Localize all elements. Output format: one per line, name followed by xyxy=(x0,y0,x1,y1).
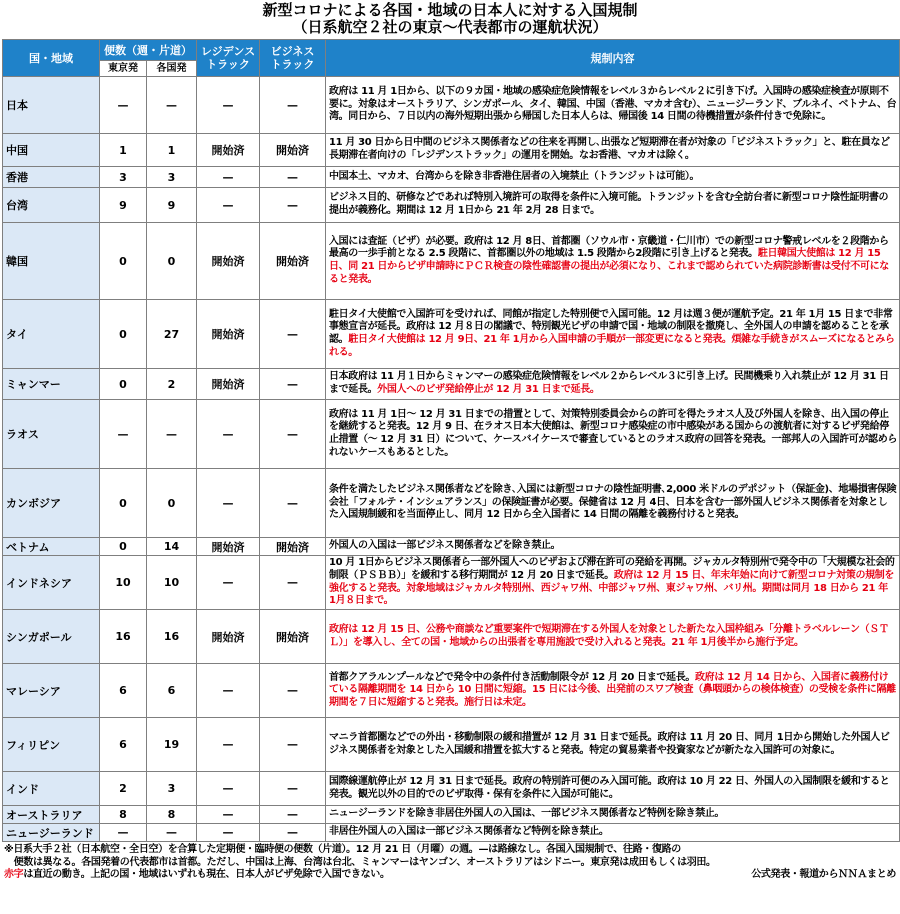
residence-track-cell: — xyxy=(197,469,260,538)
regulation-text: ニュージーランドを除き非居住外国人の入国は、一部ビジネス関係者など特例を除き禁止。 xyxy=(329,808,725,820)
tokyo-flights-cell: — xyxy=(100,400,147,469)
regulation-text: 11 月 30 日から日中間のビジネス関係者などの往来を再開し､出張など短期滞在者が対象の「ビジネストラック」と、駐在員など長期滞在者向けの「レジデンストラック」の運用を開始。なお香港、マカオは除く。 xyxy=(329,137,890,161)
country-cell: 韓国 xyxy=(3,223,100,300)
foreign-flights-cell: 0 xyxy=(147,223,197,300)
residence-track-cell: 開始済 xyxy=(197,538,260,556)
residence-track-cell: — xyxy=(197,77,260,134)
regulation-text: 駐日タイ大使館で入国許可を受ければ、同館が指定した特別便で入国可能。12 月は週３便が運航予定。21 年 1月 15 日まで非常事態宣言が延長。政府は 12 月８日の閣議で、特別観光ビザの申請で国・地域の制限を撤廃し、全外国人の申請を認めることを承認。 xyxy=(329,308,893,345)
regulation-content-cell xyxy=(326,772,900,806)
foreign-flights-cell: — xyxy=(147,77,197,134)
regulation-text: 10 月 1日からビジネス関係者ら一部外国人へのビザおよび滞在許可の発給を再開。ジャカルタ特別州で発令中の「大規模な社会的制限（ＰＳＢＢ）」を緩和する移行期間が 12 月 20 日まで延長。 xyxy=(329,557,895,581)
regulation-content-cell xyxy=(326,369,900,400)
business-track-cell: — xyxy=(260,718,326,772)
regulation-text: 外国人の入国は一部ビジネス関係者などを除き禁止。 xyxy=(329,540,561,552)
regulation-content-cell xyxy=(326,718,900,772)
regulation-content-cell xyxy=(326,556,900,610)
country-cell: ラオス xyxy=(3,400,100,469)
foreign-flights-cell: 6 xyxy=(147,664,197,718)
tokyo-flights-cell: 3 xyxy=(100,167,147,188)
regulation-text: 日本政府は 11 月１日からミャンマーの感染症危険情報をレベル２からレベル３に引き上げ。民間機乗り入れ禁止が 12 月 31 日まで延長。 xyxy=(329,371,889,395)
business-track-cell: — xyxy=(260,400,326,469)
header-content: 規制内容 xyxy=(326,40,900,77)
recent-update-text: 政府は 12 月 14 日から、入国者に義務付けている隔離期間を 14 日から 10 日間に短縮。15 日には今後、出発前のスワブ検査（鼻咽頭からの検体検査）の受検を条件に隔離期間を７日に短縮すると発表。施行日は未定。 xyxy=(329,671,896,708)
country-cell: 香港 xyxy=(3,167,100,188)
regulation-content-cell xyxy=(326,469,900,538)
tokyo-flights-cell: 10 xyxy=(100,556,147,610)
regulation-content-cell xyxy=(326,188,900,223)
country-cell: シンガポール xyxy=(3,610,100,664)
tokyo-flights-cell: 0 xyxy=(100,469,147,538)
tokyo-flights-cell: 6 xyxy=(100,664,147,718)
table-row xyxy=(3,188,900,223)
tokyo-flights-cell: 8 xyxy=(100,806,147,824)
header-residence-track: レジデンス トラック xyxy=(197,40,260,77)
business-track-cell: — xyxy=(260,806,326,824)
residence-track-cell: — xyxy=(197,806,260,824)
recent-update-text: 駐日韓国大使館は 12 月 15 日、同 21 日からビザ申請時にＰＣＲ検査の陰性確認書の提出が必須になり、これまで認められていた病院診断書は受付不可になると発表。 xyxy=(329,248,889,285)
table-row xyxy=(3,300,900,369)
residence-track-cell: — xyxy=(197,400,260,469)
regulation-text: ビジネス目的、研修などであれば特別入境許可の取得を条件に入境可能。トランジットを含む全訪台者に新型コロナ陰性証明書の提出が義務化。期間は 12 月 1日から 21 年 2月 28 日まで。 xyxy=(329,192,889,216)
table-row xyxy=(3,556,900,610)
business-track-cell: — xyxy=(260,824,326,842)
residence-track-cell: 開始済 xyxy=(197,610,260,664)
foreign-flights-cell: 8 xyxy=(147,806,197,824)
tokyo-flights-cell: 16 xyxy=(100,610,147,664)
business-track-cell: — xyxy=(260,369,326,400)
regulation-content-cell xyxy=(326,538,900,556)
foreign-flights-cell: 9 xyxy=(147,188,197,223)
foreign-flights-cell: 3 xyxy=(147,772,197,806)
table-row xyxy=(3,610,900,664)
regulation-content-cell xyxy=(326,806,900,824)
regulation-text: 政府は 11 月 1日〜 12 月 31 日までの措置として、対策特別委員会からの許可を得たラオス人及び外国人を除き、出入国の停止を継続すると発表。12 月 9 日、在ラオス日本大使館は、新型コロナ感染症の市中感染がある国からの渡航者に対するビザ発給停止措置（〜 12 月 31 日）について、ケースバイケースで審査しているとのラオス政府の回答を発表。一部邦人の入国許可が認められないケースもあるとした。 xyxy=(329,408,898,458)
country-cell: インド xyxy=(3,772,100,806)
tokyo-flights-cell: 0 xyxy=(100,300,147,369)
regulation-text: 条件を満たしたビジネス関係者などを除き､入国には新型コロナの陰性証明書､2,000 米ドルのデポジット（保証金)、地場損害保険会社「フォルテ・インシュアランス」の保険証書が必要。保健省は 12 月 4日、日本を含む一部外国人ビジネス関係者を対象とした入国規制緩和を当面停止し、同月 12 日から全入国者に 14 日間の隔離を義務付けると発表。 xyxy=(329,484,897,521)
footnote xyxy=(0,842,900,882)
regulation-text: 国際線運航停止が 12 月 31 日まで延長。政府の特別許可便のみ入国可能。政府は 10 月 22 日、外国人の入国制限を緩和すると発表。観光以外の目的でのビザ取得・保有を条件に入国が可能に。 xyxy=(329,775,890,800)
regulation-content-cell xyxy=(326,134,900,167)
business-track-cell: — xyxy=(260,188,326,223)
table-row xyxy=(3,167,900,188)
business-track-cell: 開始済 xyxy=(260,610,326,664)
tokyo-flights-cell: 9 xyxy=(100,188,147,223)
footnote-line-3-text: は直近の動き。上記の国・地域はいずれも現在、日本人がビザ免除で入国できない。 xyxy=(23,869,390,880)
tokyo-flights-cell: 1 xyxy=(100,134,147,167)
tokyo-flights-cell: 0 xyxy=(100,223,147,300)
recent-update-text: 駐日タイ大使館は 12 月 9日、21 年 1月から入国申請の手順が一部変更になると発表。煩雑な手続きがスムーズになるとみられる。 xyxy=(329,334,895,358)
recent-update-text: 政府は 12 月 15 日、公務や商談など重要案件で短期滞在する外国人を対象とした新たな入国枠組み「分離トラベルレーン（ＳＴＬ）」を導入し、全ての国・地域からの出張者を専用施設で受け入れると発表。21 年 1月後半から施行予定。 xyxy=(329,623,889,648)
regulation-content-cell xyxy=(326,664,900,718)
table-row xyxy=(3,77,900,134)
business-track-cell: — xyxy=(260,664,326,718)
country-cell: ニュージーランド xyxy=(3,824,100,842)
table-row xyxy=(3,469,900,538)
residence-track-cell: — xyxy=(197,772,260,806)
residence-track-cell: — xyxy=(197,824,260,842)
residence-track-cell: — xyxy=(197,188,260,223)
residence-track-cell: — xyxy=(197,718,260,772)
header-foreign-departure: 各国発 xyxy=(147,61,197,77)
regulation-text: 首都クアラルンプールなどで発令中の条件付き活動制限令が 12 月 20 日まで延長。 xyxy=(329,671,696,683)
table-row xyxy=(3,824,900,842)
business-track-cell: — xyxy=(260,167,326,188)
foreign-flights-cell: 27 xyxy=(147,300,197,369)
regulation-content-cell xyxy=(326,77,900,134)
business-track-cell: — xyxy=(260,556,326,610)
business-track-cell: 開始済 xyxy=(260,223,326,300)
foreign-flights-cell: 10 xyxy=(147,556,197,610)
footnote-line-1: ※日系大手２社（日本航空・全日空）を合算した定期便・臨時便の便数（片道）。12 月 21 日（月曜）の週。—は路線なし。各国入国規制で、往路・復路の xyxy=(4,844,681,855)
regulation-content-cell xyxy=(326,824,900,842)
regulation-content-cell xyxy=(326,223,900,300)
residence-track-cell: — xyxy=(197,556,260,610)
recent-update-text: 政府は 12 月 15 日、年末年始に向けて新型コロナ対策の規制を強化すると発表。対象地域はジャカルタ特別州、西ジャワ州、中部ジャワ州、東ジャワ州、バリ州。期間は同月 18 日から 21 年 1月８日まで。 xyxy=(329,569,895,607)
table-row xyxy=(3,223,900,300)
table-row xyxy=(3,400,900,469)
country-cell: カンボジア xyxy=(3,469,100,538)
residence-track-cell: — xyxy=(197,167,260,188)
title-line-2: （日系航空２社の東京〜代表都市の運航状況） xyxy=(292,18,608,36)
header-flights: 便数（週・片道） xyxy=(100,40,197,61)
tokyo-flights-cell: 0 xyxy=(100,538,147,556)
country-cell: フィリピン xyxy=(3,718,100,772)
header-business-track: ビジネス トラック xyxy=(260,40,326,77)
country-cell: ベトナム xyxy=(3,538,100,556)
tokyo-flights-cell: — xyxy=(100,824,147,842)
header-tokyo-departure: 東京発 xyxy=(100,61,147,77)
table-row xyxy=(3,369,900,400)
table-row xyxy=(3,664,900,718)
foreign-flights-cell: 16 xyxy=(147,610,197,664)
tokyo-flights-cell: 0 xyxy=(100,369,147,400)
footnote-line-2: 便数は異なる。各国発着の代表都市は首都。ただし、中国は上海、台湾は台北、ミャンマーはヤンゴン、オーストラリアはシドニー。東京発は成田もしくは羽田。 xyxy=(4,856,716,868)
business-track-cell: — xyxy=(260,77,326,134)
business-track-cell: 開始済 xyxy=(260,134,326,167)
header-country: 国・地域 xyxy=(3,40,100,77)
business-track-cell: — xyxy=(260,772,326,806)
table-body xyxy=(3,77,900,842)
business-track-cell: — xyxy=(260,469,326,538)
table-row xyxy=(3,718,900,772)
foreign-flights-cell: 2 xyxy=(147,369,197,400)
residence-track-cell: — xyxy=(197,664,260,718)
foreign-flights-cell: — xyxy=(147,824,197,842)
regulation-text: 非居住外国人の入国は一部ビジネス関係者など特例を除き禁止。 xyxy=(329,826,609,838)
entry-restrictions-table xyxy=(2,39,900,842)
regulation-content-cell xyxy=(326,400,900,469)
country-cell: インドネシア xyxy=(3,556,100,610)
residence-track-cell: 開始済 xyxy=(197,369,260,400)
regulation-content-cell xyxy=(326,300,900,369)
residence-track-cell: 開始済 xyxy=(197,134,260,167)
foreign-flights-cell: 14 xyxy=(147,538,197,556)
business-track-cell: 開始済 xyxy=(260,538,326,556)
regulation-content-cell xyxy=(326,167,900,188)
recent-update-text: 外国人へのビザ発給停止が 12 月 31 日まで延長。 xyxy=(377,384,600,395)
country-cell: マレーシア xyxy=(3,664,100,718)
business-track-cell: — xyxy=(260,300,326,369)
country-cell: 台湾 xyxy=(3,188,100,223)
tokyo-flights-cell: 6 xyxy=(100,718,147,772)
table-row xyxy=(3,772,900,806)
document-title xyxy=(0,0,900,36)
foreign-flights-cell: — xyxy=(147,400,197,469)
foreign-flights-cell: 19 xyxy=(147,718,197,772)
residence-track-cell: 開始済 xyxy=(197,300,260,369)
red-text-legend: 赤字 xyxy=(4,869,24,880)
regulation-text: 中国本土、マカオ、台湾からを除き非香港住居者の入境禁止（トランジットは可能）。 xyxy=(329,170,700,182)
tokyo-flights-cell: — xyxy=(100,77,147,134)
residence-track-cell: 開始済 xyxy=(197,223,260,300)
country-cell: タイ xyxy=(3,300,100,369)
regulation-text: 入国には査証（ビザ）が必要。政府は 12 月 8日、首都圏（ソウル市・京畿道・仁川市）での新型コロナ警戒レベルを２段階から最高の一歩手前となる 2.5 段階に、首都圏以外の地域は 1.5 段階から2段階に引き上げると発表。 xyxy=(329,235,889,260)
tokyo-flights-cell: 2 xyxy=(100,772,147,806)
foreign-flights-cell: 1 xyxy=(147,134,197,167)
table-row xyxy=(3,806,900,824)
table-row xyxy=(3,538,900,556)
country-cell: オーストラリア xyxy=(3,806,100,824)
regulation-text: マニラ首都圏などでの外出・移動制限の緩和措置が 12 月 31 日まで延長。政府は 11 月 20 日、同月 1日から開始した外国人ビジネス関係者を対象とした入国緩和措置を拡大すると発表。特定の貿易業者や投資家などが新たな入国許可の対象に。 xyxy=(329,731,890,756)
source-credit: 公式発表・報道からＮＮＡまとめ xyxy=(751,869,896,880)
table-row xyxy=(3,134,900,167)
regulation-text: 政府は 11 月 1日から、以下の９カ国・地域の感染症危険情報をレベル３からレベル２に引き下げ。入国時の感染症検査が原則不要に。対象はオーストラリア、シンガポール、タイ、韓国、中国（香港、マカオ含む）、ニュージーランド、ブルネイ、ベトナム、台湾。同日から、７日以内の海外短期出張から帰国した日本人らは、帰国後 14 日間の待機措置が条件付きで免除に。 xyxy=(329,86,897,123)
country-cell: 日本 xyxy=(3,77,100,134)
foreign-flights-cell: 3 xyxy=(147,167,197,188)
country-cell: 中国 xyxy=(3,134,100,167)
foreign-flights-cell: 0 xyxy=(147,469,197,538)
title-line-1: 新型コロナによる各国・地域の日本人に対する入国規制 xyxy=(262,1,638,19)
country-cell: ミャンマー xyxy=(3,369,100,400)
regulation-content-cell xyxy=(326,610,900,664)
